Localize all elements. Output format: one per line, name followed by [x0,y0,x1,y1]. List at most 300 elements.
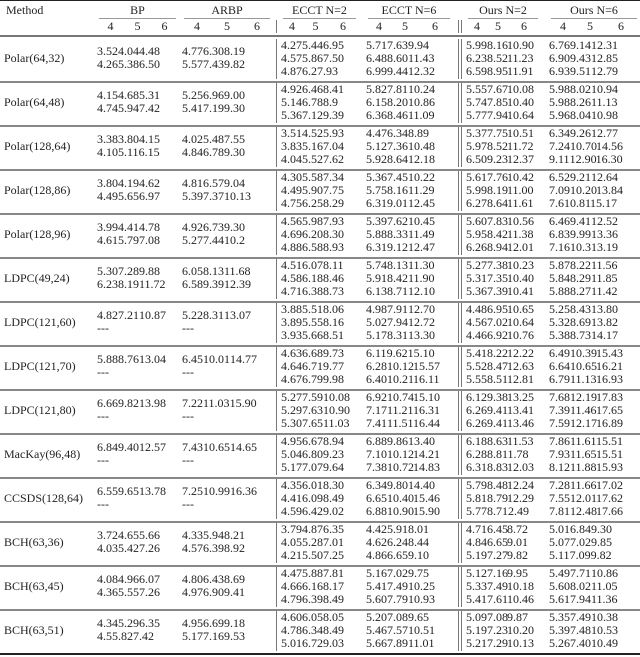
value-cell: 5.60 [549,579,570,593]
value-cell: 5.48 [203,132,224,146]
value-cell: 10.39 [570,346,597,360]
value-cell: 8.72 [507,522,528,536]
value-cell: 5.51 [302,302,323,316]
value-cell: - [182,497,186,511]
value-cell: 12.29 [507,491,534,505]
value-cell: 4.88 [281,240,302,254]
header-row-groups [0,0,640,19]
column-divider [461,479,462,519]
value-cell: 5.88 [366,227,387,241]
value-cell: 9.41 [487,416,508,430]
value-cell: 9.95 [507,566,528,580]
column-divider [276,347,277,387]
value-cell: 5.12 [366,139,387,153]
value-cell: 4.61 [97,233,118,247]
value-cell: 4.27 [281,38,302,52]
value-cell: 6.78 [302,95,323,109]
value-cell: 10.22 [408,170,435,184]
value-cell: - [97,497,101,511]
value-cell: 7.68 [549,390,570,404]
value-cell: 14.83 [413,460,440,474]
table-row [0,257,640,303]
value-cell: 7.19 [203,101,224,115]
value-cell: 5.41 [366,579,387,593]
column-divider [276,435,277,475]
value-cell: 12.01 [570,491,597,505]
value-cell: - [97,409,101,423]
value-cell: 8.33 [387,227,408,241]
table-row [0,125,640,171]
value-cell: 8.8 [487,447,502,461]
value-cell: 11.01 [408,636,435,650]
value-cell: 5.28 [302,535,323,549]
value-cell: 7.12 [302,108,323,122]
value-cell: 10.20 [570,183,597,197]
value-cell: 8.76 [118,352,139,366]
value-cell: 8.83 [487,460,508,474]
value-cell: - [101,497,105,511]
value-cell: 10.13 [224,189,251,203]
value-cell: 10.18 [507,579,534,593]
value-cell: 7.71 [570,566,591,580]
value-cell: 3.38 [97,132,118,146]
value-cell: 6.28 [366,359,387,373]
value-cell: 8.49 [323,623,344,637]
value-cell: 13.40 [408,434,435,448]
value-cell: 5.41 [466,346,487,360]
value-cell: 6.79 [302,372,323,386]
value-cell: 6.65 [487,535,508,549]
value-cell: 9.51 [570,64,591,78]
value-cell: 5.39 [366,214,387,228]
value-cell: 11.65 [570,447,597,461]
value-cell: 6.31 [466,460,487,474]
value-cell: - [186,409,190,423]
value-cell: 8.05 [323,610,344,624]
value-cell: 8.7 [487,504,502,518]
value-cell: 5.81 [466,491,487,505]
value-cell: 11.61 [570,434,597,448]
value-cell: 10.12 [387,359,414,373]
value-cell: 5.52 [302,152,323,166]
value-cell: 7.61 [487,592,508,606]
value-cell: 5.26 [549,636,570,650]
value-cell: 6.64 [549,359,570,373]
value-cell: 12.47 [408,240,435,254]
value-cell: 15.46 [413,491,440,505]
value-cell: - [190,453,194,467]
value-cell: 11.42 [591,284,618,298]
value-cell: 5.90 [302,183,323,197]
value-cell: 9.62 [386,346,408,360]
value-cell: 4.02 [182,132,203,146]
value-cell: 10.64 [507,315,534,329]
value-cell: 8.92 [224,541,245,555]
value-cell: 9.73 [323,346,344,360]
value-cell: 4.42 [366,522,387,536]
value-cell: - [105,453,109,467]
value-cell: 10.90 [323,403,350,417]
group-header-ecct2: ECCT N=2 [292,3,347,17]
value-cell: 8.9 [323,95,338,109]
value-cell: 12.17 [570,416,597,430]
column-divider [461,391,462,431]
value-cell: 6.26 [466,240,487,254]
value-cell: 5.98 [302,214,323,228]
value-cell: 9.85 [591,535,612,549]
value-cell: 4.41 [281,491,302,505]
method-name: Polar(64,32) [4,51,65,65]
value-cell: 5.01 [549,522,570,536]
method-name: LDPC(121,60) [4,315,76,329]
value-cell: 7.55 [549,491,570,505]
value-cell: 7.02 [387,566,408,580]
value-cell: - [105,409,109,423]
value-cell: 6.65 [366,491,387,505]
value-cell: 4.57 [281,51,302,65]
value-cell: 6.23 [97,277,118,291]
value-cell: - [97,365,101,379]
value-cell: 9.39 [323,108,344,122]
value-cell: 7.25 [182,484,203,498]
value-cell: 15.51 [596,447,623,461]
value-cell: 7.44 [203,233,224,247]
value-cell: 9.26 [570,126,591,140]
value-cell: - [97,453,101,467]
value-cell: 6.45 [182,352,203,366]
value-cell: 8.73 [323,284,344,298]
value-cell: 16.44 [413,416,440,430]
table-row [0,169,640,215]
value-cell: 6.73 [203,220,224,234]
value-cell: 9.18 [224,616,245,630]
value-cell: 16.31 [413,403,440,417]
column-divider [276,391,277,431]
value-cell: 12.81 [507,372,534,386]
value-cell: 5.77 [466,504,487,518]
value-cell: 11.72 [139,277,166,291]
value-cell: 7.04 [323,139,344,153]
value-cell: 11.53 [507,434,534,448]
value-cell: 8.46 [387,108,408,122]
value-cell: 10.49 [591,636,618,650]
value-cell: 4.71 [281,284,302,298]
value-cell: 7.50 [323,51,344,65]
value-cell: 6.05 [182,264,203,278]
value-cell: 12.10 [408,284,435,298]
subcolumn-group-arbp [182,18,272,35]
value-cell: 9.77 [323,359,344,373]
value-cell: 5.11 [118,145,139,159]
value-cell: 6.20 [302,227,323,241]
value-cell: 7.81 [387,82,408,96]
subcolumn-line [97,20,178,33]
table-row [0,521,640,567]
value-cell: 5.41 [182,101,203,115]
column-divider [458,523,459,563]
value-cell: 10.48 [408,139,435,153]
value-cell: 6.92 [366,390,387,404]
value-cell: 5.39 [549,623,570,637]
table-row [0,565,640,611]
value-cell: 4.56 [466,315,487,329]
value-cell: 5.19 [466,548,487,562]
value-cell: 17.83 [596,390,623,404]
value-cell: 10.65 [507,302,534,316]
value-cell: 8.30 [323,478,344,492]
value-cell: 5.31 [139,88,160,102]
value-cell: 6.67 [302,434,323,448]
value-cell: 7.29 [487,636,508,650]
value-cell: 10.64 [507,108,534,122]
value-cell: 6.31 [366,196,387,210]
value-cell: 6.96 [203,88,224,102]
value-cell: - [190,365,194,379]
value-cell: 17.65 [596,403,623,417]
value-cell: 6.2 [302,64,317,78]
value-cell: 7.79 [387,592,408,606]
value-cell: 6.50 [139,57,160,71]
value-cell: 7.65 [302,416,323,430]
value-cell: 8.16 [323,315,344,329]
value-cell: 7.22 [182,396,203,410]
value-cell: 8.04 [570,108,591,122]
value-cell: 7.94 [387,315,408,329]
value-cell: 13.36 [591,227,618,241]
value-cell: 6.58 [302,240,323,254]
value-cell: 9.12 [387,240,408,254]
value-cell: 4.95 [281,434,302,448]
value-cell: 6.30 [203,44,224,58]
value-cell: 7.23 [487,623,508,637]
column-divider [276,171,277,211]
value-cell: 7.81 [323,566,344,580]
value-cell: 14.40 [408,478,435,492]
value-cell: 7.26 [139,541,160,555]
value-cell: 4.49 [281,183,302,197]
value-cell: 3.80 [118,132,139,146]
value-cell: 9.03 [323,636,344,650]
value-cell: 8.31 [203,308,224,322]
value-cell: 5.61 [549,592,570,606]
value-cell: 8.49 [323,592,344,606]
value-cell: 7.43 [182,440,203,454]
value-cell: 10.13 [507,636,534,650]
value-cell: 7.17 [366,403,387,417]
value-cell: 7.59 [549,416,570,430]
value-cell: 7.89 [387,636,408,650]
value-cell: 6.18 [302,271,323,285]
value-cell: 7.08 [139,233,160,247]
value-cell: 10.76 [507,328,534,342]
value-cell: 8.73 [570,328,591,342]
value-cell: 8.52 [487,51,508,65]
value-cell: 7.63 [387,38,408,52]
subcolumn-header: 4 [376,19,382,33]
subcolumn-header: 6 [161,19,168,33]
group-header-ours2: Ours N=2 [479,3,527,17]
column-divider [458,20,459,33]
value-cell: 5.30 [97,264,118,278]
value-cell: 7.49 [487,579,508,593]
value-cell: 5.57 [182,57,203,71]
value-cell: 4.67 [281,372,302,386]
value-cell: 8.01 [408,522,429,536]
value-cell: 8.21 [224,528,245,542]
method-name: BCH(63,51) [4,623,64,637]
value-cell: 10.25 [408,579,435,593]
value-cell: 10.20 [507,623,534,637]
column-divider [461,259,462,299]
value-cell: 8.29 [323,196,344,210]
value-cell: 13.19 [591,240,618,254]
subcolumn-header: 6 [254,19,260,33]
value-cell: 5.30 [281,416,302,430]
table-row [0,345,640,391]
value-cell: 4.48 [466,302,487,316]
value-cell: 14.65 [230,440,257,454]
method-name: Polar(128,86) [4,183,71,197]
value-cell: 12.79 [591,64,618,78]
subcolumn-line [182,20,272,33]
value-cell: 7.28 [118,264,139,278]
column-divider [276,611,277,651]
value-cell: 9.44 [387,64,408,78]
value-cell: 6.25 [302,196,323,210]
value-cell: 9.88 [139,264,160,278]
subcolumn-line [466,20,540,33]
value-cell: 7.38 [366,460,387,474]
value-cell: 10.40 [507,271,534,285]
value-cell: 7.08 [487,610,508,624]
value-cell: 6.66 [97,396,118,410]
value-cell: 5.02 [366,315,387,329]
group-header-bp: BP [130,3,145,17]
value-cell: 6.50 [466,152,487,166]
column-divider [458,479,459,519]
value-cell: 7.39 [487,284,508,298]
value-cell: 7.59 [302,390,323,404]
value-cell: 9.82 [590,548,612,562]
value-cell: 6.34 [366,478,387,492]
value-cell: 5.29 [118,616,139,630]
value-cell: 5.60 [466,214,487,228]
value-cell: 7.02 [570,535,591,549]
value-cell: 7.83 [487,214,508,228]
value-cell: 5.99 [466,183,487,197]
value-cell: 5.17 [366,328,387,342]
value-cell: 7.08 [387,610,408,624]
method-name: Polar(128,96) [4,227,71,241]
value-cell: 10.23 [507,258,534,272]
value-cell: 10.41 [507,284,534,298]
value-cell: 11.68 [224,264,251,278]
value-cell: 10.40 [387,491,414,505]
value-cell: 4.49 [97,189,118,203]
value-cell: 10.46 [507,592,534,606]
value-cell: 4.63 [281,346,302,360]
value-cell: 4.30 [281,170,302,184]
value-cell: 4.80 [182,572,203,586]
value-cell: 5.71 [366,38,387,52]
value-cell: 10.94 [591,82,618,96]
value-cell: - [101,409,105,423]
value-cell: 8.17 [323,579,344,593]
subcolumn-header: 6 [521,19,527,33]
value-cell: 4.69 [281,227,302,241]
value-cell: 15.10 [413,390,440,404]
subcolumn-line [281,20,358,33]
value-cell: 3.52 [97,44,118,58]
value-cell: 5.35 [549,610,570,624]
value-cell: 5.94 [203,528,224,542]
value-cell: 9.82 [507,548,528,562]
value-cell: 4.08 [97,572,118,586]
value-cell: 10.98 [591,108,618,122]
value-cell: 5.14 [281,95,302,109]
value-cell: 8.31 [387,328,408,342]
value-cell: 4.92 [281,82,302,96]
value-cell: 5.52 [466,359,487,373]
value-cell: 8.12 [549,460,570,474]
value-cell: 12.48 [570,504,597,518]
value-cell: 7.57 [387,623,408,637]
value-cell: 6.07 [302,258,323,272]
value-cell: 11.23 [507,51,534,65]
value-cell: 12.03 [507,460,534,474]
value-cell: 11.91 [507,64,534,78]
value-cell: 9.65 [408,610,429,624]
column-divider [458,215,459,255]
value-cell: 8.63 [487,434,508,448]
value-cell: 6.35 [323,522,344,536]
value-cell: 11.85 [591,271,618,285]
value-cell: 7.21 [118,308,139,322]
value-cell: 9.98 [323,372,344,386]
value-cell: - [101,365,105,379]
value-cell: 5.99 [466,38,487,52]
value-cell: 7.75 [323,183,344,197]
value-cell: 9.99 [570,227,591,241]
value-cell: 4.79 [281,592,302,606]
method-name: MacKay(96,48) [4,447,81,461]
value-cell: 4.92 [182,220,203,234]
column-divider [276,303,277,343]
value-cell: 5.95 [466,227,487,241]
value-cell: 5.44 [302,38,323,52]
value-cell: 11.56 [591,258,618,272]
value-cell: 5.29 [281,403,302,417]
value-cell: 12.64 [591,170,618,184]
value-cell: 12.32 [408,64,435,78]
value-cell: 10.90 [387,504,414,518]
value-cell: 6.23 [466,51,487,65]
value-cell: 6.27 [466,196,487,210]
value-cell: 13.07 [224,308,251,322]
value-cell: 8.19 [224,44,245,58]
value-cell: 6.71 [302,359,323,373]
value-cell: 10.72 [387,460,414,474]
value-cell: 5.38 [118,57,139,71]
value-cell: 4.86 [366,548,387,562]
value-cell: 9.41 [570,214,591,228]
value-cell: 4.66 [281,579,302,593]
value-cell: 5.91 [366,271,387,285]
value-cell: 3.88 [281,302,302,316]
value-cell: 10.86 [591,566,618,580]
column-divider [458,39,459,79]
value-cell: 6.43 [203,572,224,586]
